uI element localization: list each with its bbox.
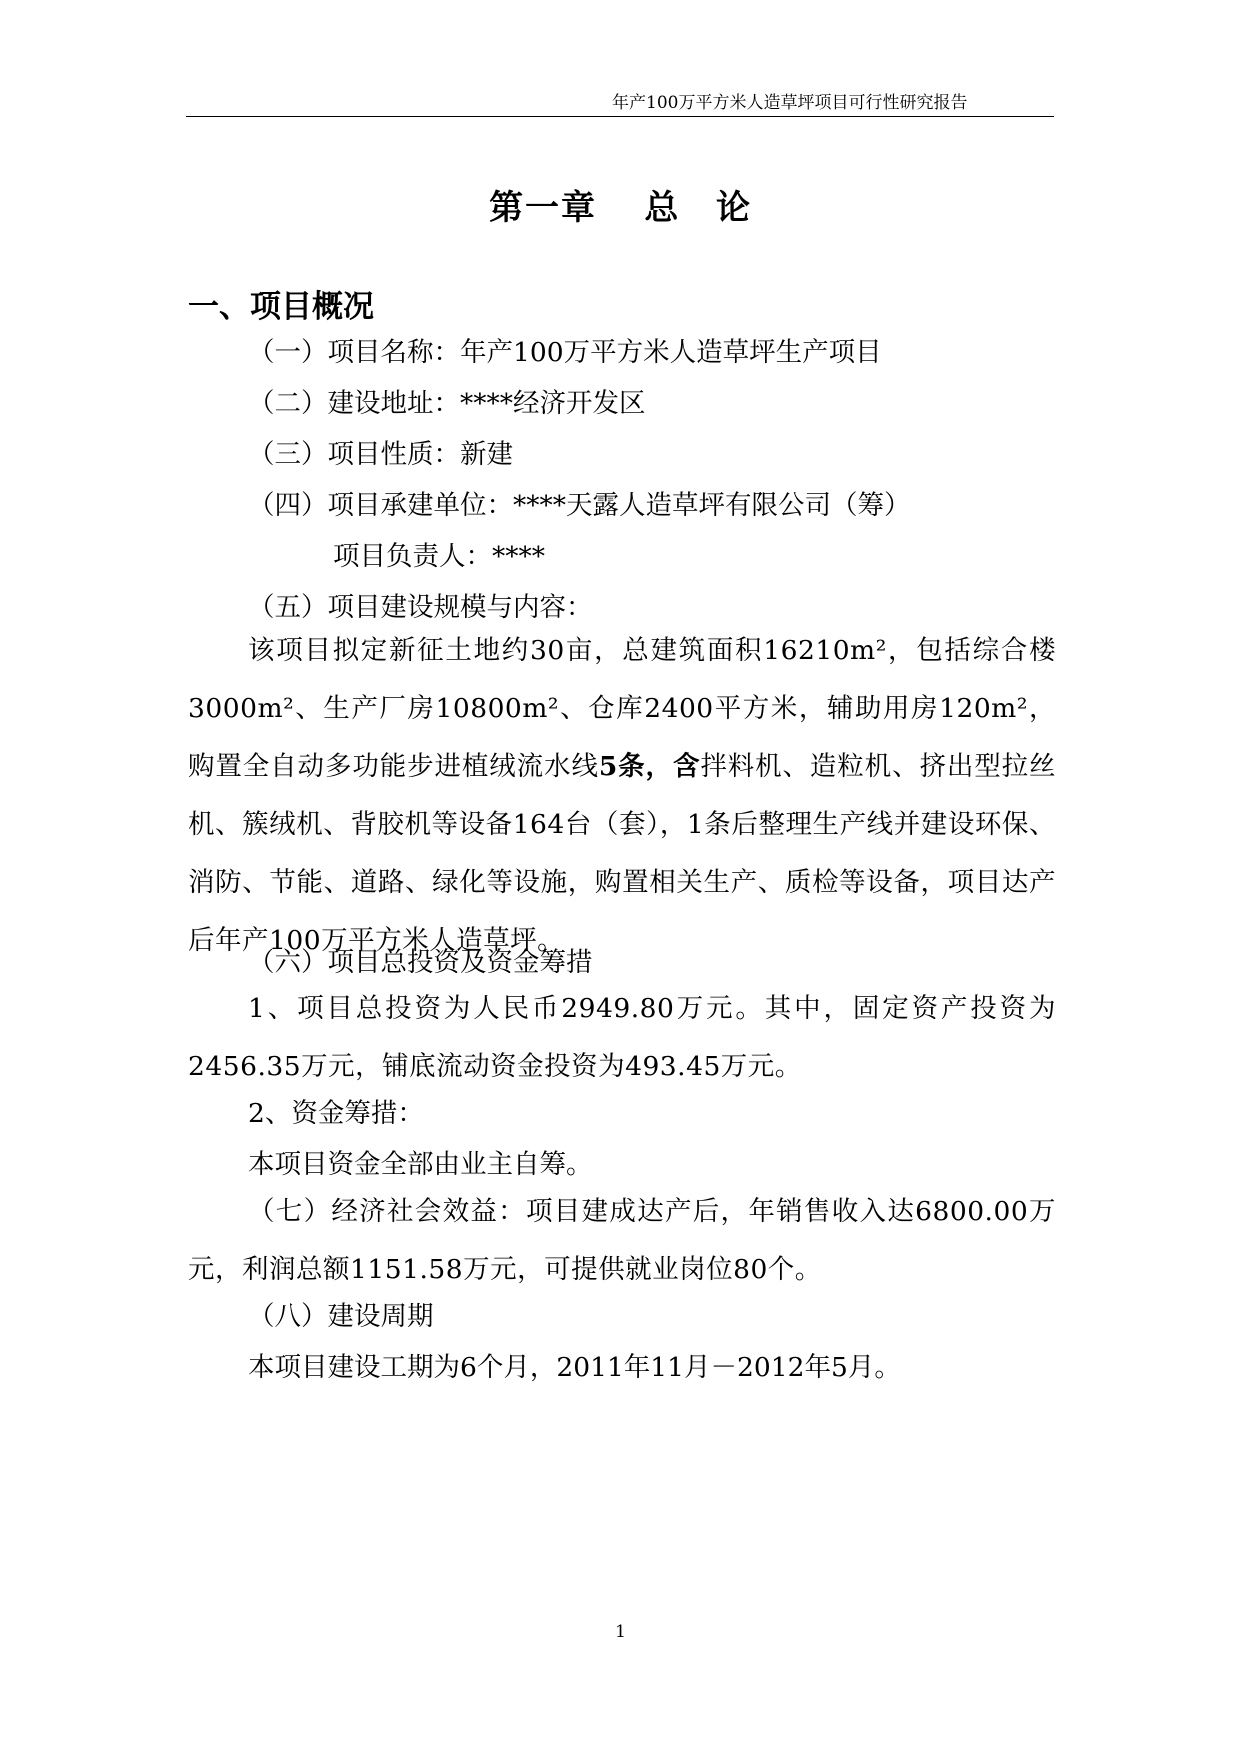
running-header: 年产100万平方米人造草坪项目可行性研究报告 (612, 93, 968, 113)
header-divider (186, 116, 1054, 117)
chapter-title-part2: 总 (644, 188, 681, 228)
chapter-title (0, 180, 1241, 229)
scale-paragraph (188, 622, 1056, 970)
item-project-name: （一）项目名称：年产100万平方米人造草坪生产项目 (248, 337, 882, 368)
funding-paragraph: 本项目资金全部由业主自筹。 (248, 1149, 593, 1180)
item-person: 项目负责人：**** (333, 541, 545, 572)
period-heading: （八）建设周期 (248, 1301, 434, 1332)
page-number: 1 (615, 1622, 626, 1642)
item-address: （二）建设地址：****经济开发区 (248, 388, 646, 419)
scale-paragraph-bold: 5条，含 (598, 751, 701, 782)
chapter-title-part3: 论 (715, 188, 752, 228)
benefit-paragraph: （七）经济社会效益：项目建成达产后，年销售收入达6800.00万元，利润总额1151.58万元，可提供就业岗位80个。 (188, 1196, 1056, 1285)
chapter-title-part1: 第一章 (489, 188, 598, 228)
item-scale-heading: （五）项目建设规模与内容： (248, 592, 593, 623)
investment-paragraph: 1、项目总投资为人民币2949.80万元。其中，固定资产投资为2456.35万元，铺底流动资金投资为493.45万元。 (188, 993, 1056, 1082)
scale-paragraph-part1: 该项目拟定新征土地约30亩，总建筑面积16210m²，包括综合楼3000m²、生产厂房10800m²、仓库2400平方米，辅助用房120m²，购置全自动多功能步进植绒流水线 (188, 635, 1056, 782)
investment-heading: （六）项目总投资及资金筹措 (248, 947, 593, 978)
item-unit: （四）项目承建单位：****天露人造草坪有限公司（筹） (248, 490, 911, 521)
section-heading: 一、项目概况 (188, 289, 374, 325)
funding-heading: 2、资金筹措： (248, 1098, 424, 1129)
period-paragraph: 本项目建设工期为6个月，2011年11月－2012年5月。 (248, 1352, 901, 1383)
scale-paragraph-part2: 拌料机、造粒机、挤出型拉丝机、簇绒机、背胶机等设备164台（套），1条后整理生产线并建设环保、消防、节能、道路、绿化等设施，购置相关生产、质检等设备，项目达产后年产100万平方米人造草坪。 (188, 751, 1057, 956)
item-nature: （三）项目性质：新建 (248, 439, 513, 470)
